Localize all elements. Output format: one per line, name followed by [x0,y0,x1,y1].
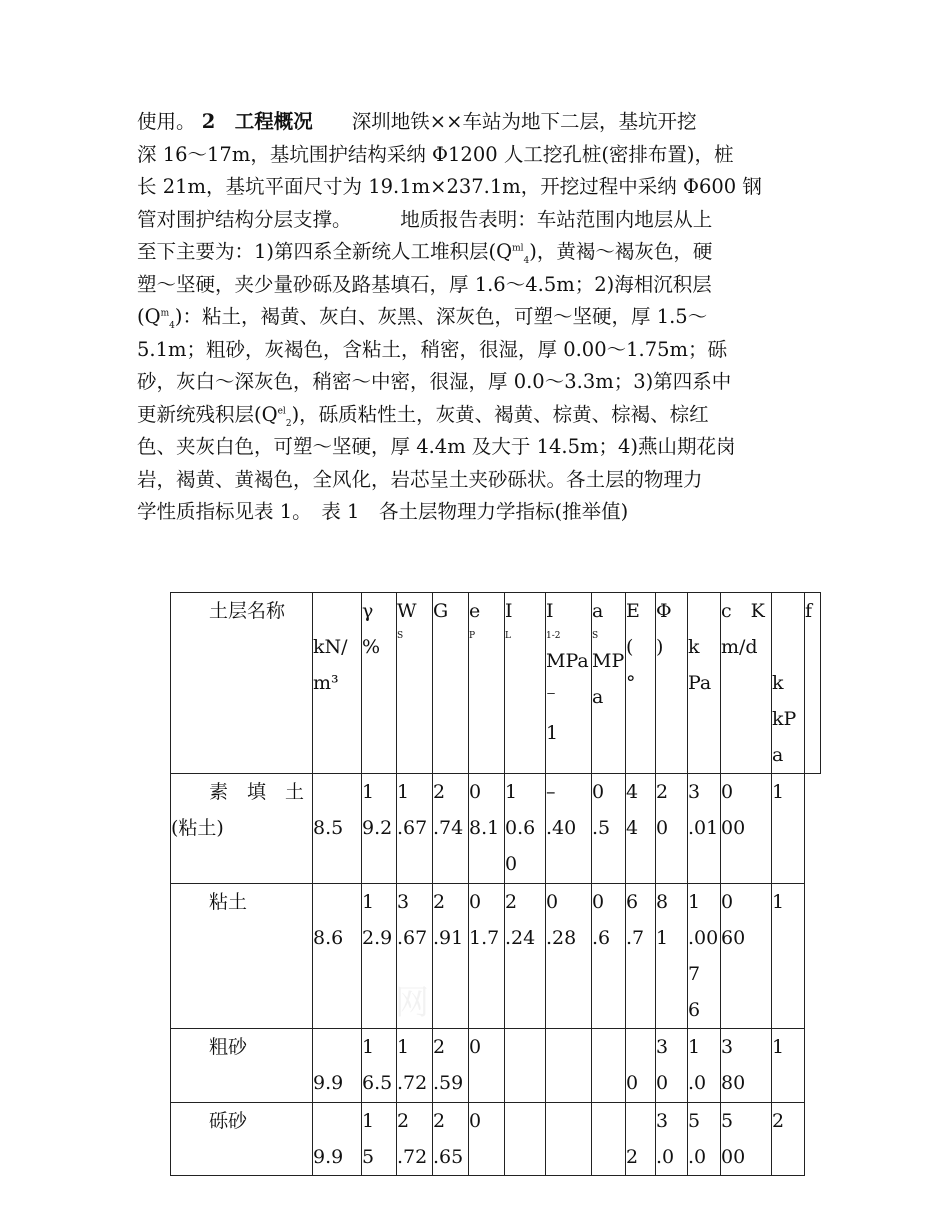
table-cell [397,774,433,884]
table-cell [362,1029,397,1103]
table-cell [656,1029,688,1103]
table-cell [397,1103,433,1176]
cell-value: 1 [362,781,375,803]
table-cell [592,884,626,1029]
header-text: e [469,600,481,622]
table-cell [505,1029,546,1103]
cell-value [592,1029,625,1065]
cell-value: 2 [433,1036,446,1058]
table-cell [313,1029,362,1103]
table-cell [772,774,805,884]
cell-value: .7 [626,927,645,949]
text-line: 更新统残积层$(Q^{el}_2)$，砾质粘性土，灰黄、褐黄、棕黄、棕褐、棕红 [137,402,709,429]
cell-value: 80 [721,1072,746,1094]
cell-value: 8.1 [469,817,500,839]
table-cell [592,774,626,884]
cell-value: 1 [772,891,785,913]
cell-value: 1 [397,1036,410,1058]
header-text: k [772,672,784,694]
table-cell [469,774,505,884]
header-cell [688,593,721,774]
cell-value: 3 [656,1110,669,1132]
cell-value: .67 [397,817,428,839]
cell-value [772,810,804,846]
cell-value [505,1029,545,1065]
soil-name: 粗砂 [171,1036,248,1058]
table-cell [546,1029,592,1103]
cell-value: – [546,781,556,803]
cell-value [626,1103,655,1139]
table-cell [469,1103,505,1176]
cell-value: 2 [626,1146,639,1168]
cell-value: .0 [688,1146,707,1168]
cell-value [626,1029,655,1065]
table-cell [362,774,397,884]
header-cell [171,593,313,774]
cell-value: 1 [688,891,701,913]
header-text [313,593,361,629]
cell-value: .40 [546,817,577,839]
text-line: 色、夹灰白色，可塑～坚硬，厚 4.4m 及大于 14.5m；4)燕山期花岗 [137,435,736,458]
cell-value: 2 [505,891,518,913]
cell-value: 5 [362,1146,375,1168]
table-cell [721,774,772,884]
table-cell [721,884,772,1029]
soil-name-cell [171,1029,313,1103]
header-cell [546,593,592,774]
cell-value [772,1065,804,1101]
header-text: E [626,600,640,622]
cell-value: .0 [688,1072,707,1094]
header-text: a [592,600,604,622]
table-cell [505,884,546,1029]
text-line: 长 21m，基坑平面尺寸为 19.1m×237.1m，开挖过程中采纳 Φ600 钢 [137,175,762,198]
cell-value [313,884,361,920]
header-cell [805,593,821,774]
table-cell [546,774,592,884]
table-cell [433,1029,469,1103]
cell-value: 5 [688,1110,701,1132]
cell-value: 2 [433,781,446,803]
header-cell [469,593,505,774]
table-cell [313,884,362,1029]
cell-value: 0 [469,891,482,913]
table-header-row [171,593,821,774]
cell-value: 0 [469,1110,482,1132]
header-text: 土层名称 [171,600,286,622]
cell-value: 00 [721,1146,746,1168]
cell-value: 9.2 [362,817,393,839]
text-line: 砂，灰白～深灰色，稍密～中密，很湿，厚 0.0～3.3m；3)第四系中 [137,370,732,393]
table-row [171,884,821,1029]
table-row [171,1103,821,1176]
soil-name-cell [171,1103,313,1176]
table-cell [626,1103,656,1176]
soil-name: 砾砂 [171,1110,248,1132]
header-cell [592,593,626,774]
header-text: G [433,600,449,622]
table-cell [772,1103,805,1176]
table-cell [505,774,546,884]
table-cell [721,1103,772,1176]
cell-value: 9.9 [313,1072,344,1094]
header-cell [772,593,805,774]
cell-value: 1 [656,927,669,949]
cell-value: 8 [656,891,669,913]
cell-value: 60 [721,927,746,949]
header-text: Pa [688,672,712,694]
header-cell [397,593,433,774]
text-line: 管对围护结构分层支撑。 地质报告表明：车站范围内地层从上 [137,207,713,231]
cell-value [546,1065,591,1101]
header-subscript: S [592,631,599,641]
cell-value [592,1103,625,1139]
soil-name: 粘土 [171,891,248,913]
header-cell [505,593,546,774]
header-text: ° [626,672,636,694]
table-cell [688,1029,721,1103]
cell-value [546,1139,591,1175]
soil-name-cell [171,774,313,884]
table-cell [469,1029,505,1103]
header-subscript: S [397,631,404,641]
table-cell [469,884,505,1029]
cell-value [592,1065,625,1101]
text-line: 至下主要为：1)第四系全新统人工堆积层$(Q^{ml}_4)$，黄褐～褐灰色，硬 [137,240,713,266]
cell-value [505,1065,545,1101]
table-cell [656,884,688,1029]
header-text: I [546,600,554,622]
cell-value: .007 [688,927,719,985]
header-text: I [505,600,513,622]
cell-value: 1 [362,1036,375,1058]
table-cell [721,1029,772,1103]
header-text [772,593,804,629]
table-row [171,774,821,884]
table-cell [772,1029,805,1103]
cell-value: 5 [721,1110,734,1132]
table-cell [546,1103,592,1176]
cell-value: .01 [688,817,719,839]
cell-value: 1 [772,781,785,803]
cell-value: 3 [721,1036,734,1058]
table-cell [397,884,433,1029]
table-cell [592,1029,626,1103]
watermark: 网 [395,983,433,1023]
header-text: γ [362,600,374,622]
cell-value: 6 [626,891,639,913]
cell-value [469,1065,504,1101]
cell-value: 0 [469,1036,482,1058]
table-cell [592,1103,626,1176]
cell-value: 0 [592,781,605,803]
text-line: 5.1m；粗砂，灰褐色，含粘土，稍密，很湿，厚 0.00～1.75m；砾 [137,337,728,361]
table-cell [626,1029,656,1103]
header-cell [362,593,397,774]
cell-value [592,1139,625,1175]
cell-value: 4 [626,817,639,839]
soil-properties-table [170,592,821,1176]
cell-value: .24 [505,927,536,949]
cell-value: .28 [546,927,577,949]
cell-value: 1 [505,781,518,803]
header-cell [721,593,772,774]
header-text: kP [772,708,797,730]
table-cell [313,774,362,884]
body-paragraph [137,106,792,529]
table-cell [656,1103,688,1176]
table-row [171,1029,821,1103]
cell-value: 0 [546,891,559,913]
cell-value: 6.5 [362,1072,393,1094]
cell-value: 1.7 [469,927,500,949]
cell-value: 0.6 [505,817,536,839]
table-cell [772,884,805,1029]
cell-value: 2 [772,1110,785,1132]
soil-name-cell [171,884,313,1029]
cell-value: 1 [772,1036,785,1058]
cell-value [772,920,804,956]
header-text [772,629,804,665]
cell-value: 1 [362,891,375,913]
table-cell [313,1103,362,1176]
header-text: ) [656,636,664,658]
table-cell [433,884,469,1029]
cell-value: .5 [592,817,611,839]
header-text [688,593,720,629]
text-line: 使用。 2 工程概况 深圳地铁××车站为地下二层，基坑开挖 [137,110,697,133]
cell-value: 3 [656,1036,669,1058]
cell-value: 2.9 [362,927,393,949]
cell-value: 8.6 [313,927,344,949]
cell-value: 0 [592,891,605,913]
cell-value: .91 [433,927,464,949]
cell-value: 0 [626,1072,639,1094]
cell-value: 0 [721,781,734,803]
table-cell [546,884,592,1029]
table-cell [688,1103,721,1176]
cell-value: .65 [433,1146,464,1168]
cell-value: 9.9 [313,1146,344,1168]
cell-value: 0 [469,781,482,803]
cell-value: .6 [592,927,611,949]
table-cell [688,884,721,1029]
cell-value: 2 [656,781,669,803]
cell-value: 2 [433,891,446,913]
header-text: m³ [313,672,339,694]
cell-value: .72 [397,1072,428,1094]
cell-value: 0 [656,1072,669,1094]
header-text: ( [626,636,634,658]
cell-value [505,1139,545,1175]
text-line: 岩，褐黄、黄褐色，全风化，岩芯呈土夹砂砾状。各土层的物理力 [137,467,703,491]
text-line: 塑～坚硬，夹少量砂砾及路基填石，厚 1.6～4.5m；2)海相沉积层 [137,272,712,296]
header-text: k [688,636,700,658]
cell-value: 3 [688,781,701,803]
header-text: kN/ [313,636,348,658]
header-subscript: P [469,631,476,641]
cell-value: 2 [433,1110,446,1132]
cell-value: 3 [397,891,410,913]
header-cell [656,593,688,774]
header-text: a [772,744,784,766]
cell-value: .74 [433,817,464,839]
header-text: 1 [546,722,559,744]
header-text: MPa⁻ [546,650,589,708]
cell-value [546,1103,591,1139]
header-text: m/d [721,636,758,658]
header-cell [433,593,469,774]
header-text: f [805,600,813,622]
header-subscript: L [505,631,511,641]
cell-value [313,1103,361,1139]
cell-value [505,1103,545,1139]
section-heading: 2 工程概况 [201,110,313,133]
cell-value: 2 [397,1110,410,1132]
table-cell [433,1103,469,1176]
cell-value: 8.5 [313,817,344,839]
table-cell [626,884,656,1029]
table-cell [362,884,397,1029]
header-text: W [397,600,417,622]
table-cell [656,774,688,884]
text-line: $(Q^m_4)$：粘土，褐黄、灰白、灰黑、深灰色，可塑～坚硬，厚 1.5～ [137,305,708,331]
table-cell [362,1103,397,1176]
header-subscript [433,629,468,643]
header-text: MPa [592,650,625,708]
text-line: 深 16～17m，基坑围护结构采纳 Φ1200 人工挖孔桩(密排布置)，桩 [137,142,734,166]
cell-value: .67 [397,927,428,949]
soil-name: (粘土) [171,817,224,839]
text-line: 学性质指标见表 1。 表 1 各土层物理力学指标(推举值) [137,500,629,523]
cell-value [772,1139,804,1175]
table-cell [397,1029,433,1103]
cell-value [469,1139,504,1175]
cell-value: 4 [626,781,639,803]
cell-value: .72 [397,1146,428,1168]
table-cell [505,1103,546,1176]
cell-value [546,1029,591,1065]
cell-value: 0 [505,853,518,875]
cell-value: .59 [433,1072,464,1094]
cell-value: 1 [397,781,410,803]
cell-value: .0 [656,1146,675,1168]
header-text: c K [721,600,765,622]
cell-value: 1 [688,1036,701,1058]
header-cell [626,593,656,774]
cell-value: 00 [721,817,746,839]
table-cell [626,774,656,884]
cell-value: 6 [688,999,701,1021]
table-cell [688,774,721,884]
cell-value: 1 [362,1110,375,1132]
header-text: Φ [656,600,672,622]
header-cell [313,593,362,774]
cell-value: 0 [721,891,734,913]
header-subscript: 1-2 [546,631,561,641]
header-text: % [362,636,381,658]
soil-name: 素 填 土 [171,781,305,803]
cell-value [313,774,361,810]
cell-value [313,1029,361,1065]
cell-value: 0 [656,817,669,839]
table-cell [433,774,469,884]
